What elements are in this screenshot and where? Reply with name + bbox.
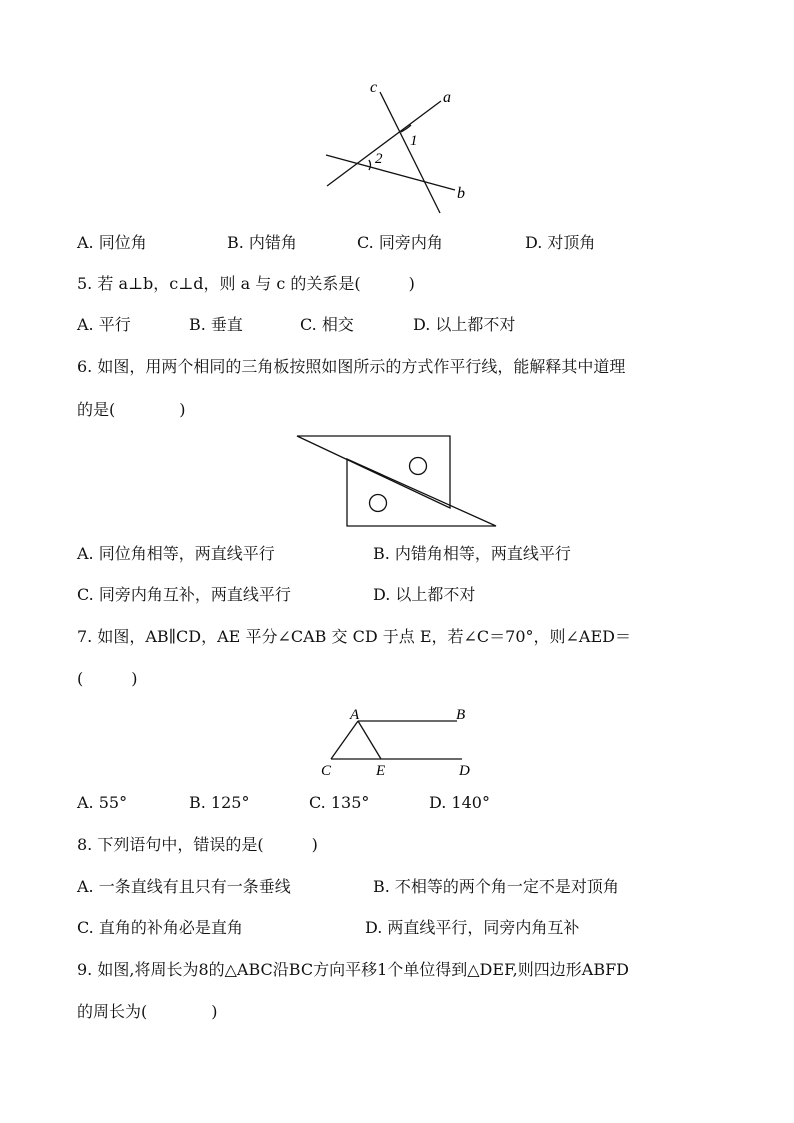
- q4-option-a: A. 同位角: [77, 233, 147, 252]
- figure-q4-lines: [0, 0, 794, 230]
- point-a-label: A: [350, 707, 360, 723]
- point-c-label: C: [321, 763, 332, 779]
- q6-stem-line-1: 6. 如图，用两个相同的三角板按照如图所示的方式作平行线，能解释其中道理: [77, 357, 626, 376]
- hole-lower: [370, 495, 387, 512]
- q4-option-c: C. 同旁内角: [357, 233, 443, 252]
- q5-option-b: B. 垂直: [189, 315, 243, 334]
- q4-option-d: D. 对顶角: [525, 233, 596, 252]
- q7-option-c: C. 135°: [309, 793, 370, 812]
- q6-option-d: D. 以上都不对: [373, 585, 476, 604]
- q8-option-d: D. 两直线平行，同旁内角互补: [365, 918, 580, 937]
- q6-option-b: B. 内错角相等，两直线平行: [373, 544, 571, 563]
- q6-stem-line-2: 的是( ): [77, 400, 186, 419]
- label-b: b: [457, 185, 465, 202]
- set-square-lower: [347, 459, 496, 526]
- q8-option-b: B. 不相等的两个角一定不是对顶角: [373, 877, 619, 896]
- point-d-label: D: [459, 763, 470, 779]
- q7-stem-line-1: 7. 如图，AB∥CD，AE 平分∠CAB 交 CD 于点 E，若∠C＝70°，则∠AED＝: [77, 627, 631, 646]
- line-c: [380, 92, 440, 213]
- q8-option-a: A. 一条直线有且只有一条垂线: [77, 877, 291, 896]
- q5-stem: 5. 若 a⊥b，c⊥d，则 a 与 c 的关系是( ): [77, 274, 415, 293]
- segment-ae: [358, 721, 381, 759]
- q7-option-a: A. 55°: [77, 793, 128, 812]
- hole-upper: [410, 458, 427, 475]
- segment-ac: [331, 721, 358, 759]
- point-b-label: B: [456, 707, 466, 723]
- label-angle-2: 2: [375, 151, 383, 167]
- q6-option-a: A. 同位角相等，两直线平行: [77, 544, 275, 563]
- q6-option-c: C. 同旁内角互补，两直线平行: [77, 585, 291, 604]
- figure-q7-parallel-lines: [0, 700, 794, 780]
- point-e-label: E: [376, 763, 386, 779]
- q5-option-d: D. 以上都不对: [413, 315, 516, 334]
- q4-option-b: B. 内错角: [227, 233, 297, 252]
- label-c: c: [370, 79, 378, 96]
- line-a: [327, 101, 441, 186]
- q7-option-d: D. 140°: [429, 793, 490, 812]
- q9-stem-line-1: 9. 如图,将周长为8的△ABC沿BC方向平移1个单位得到△DEF,则四边形ABFD: [77, 960, 630, 979]
- q9-stem-line-2: 的周长为( ): [77, 1002, 218, 1021]
- set-square-upper: [297, 436, 450, 508]
- figure-q6-set-squares: [0, 420, 794, 540]
- q8-stem: 8. 下列语句中，错误的是( ): [77, 835, 318, 854]
- angle-2-arc: [369, 160, 371, 170]
- q7-stem-line-2: ( ): [77, 669, 138, 688]
- q5-option-c: C. 相交: [300, 315, 354, 334]
- q8-option-c: C. 直角的补角必是直角: [77, 918, 243, 937]
- q5-option-a: A. 平行: [77, 315, 131, 334]
- label-a: a: [443, 89, 451, 106]
- angle-1-arc: [401, 125, 411, 132]
- label-angle-1: 1: [410, 133, 418, 149]
- q7-option-b: B. 125°: [189, 793, 250, 812]
